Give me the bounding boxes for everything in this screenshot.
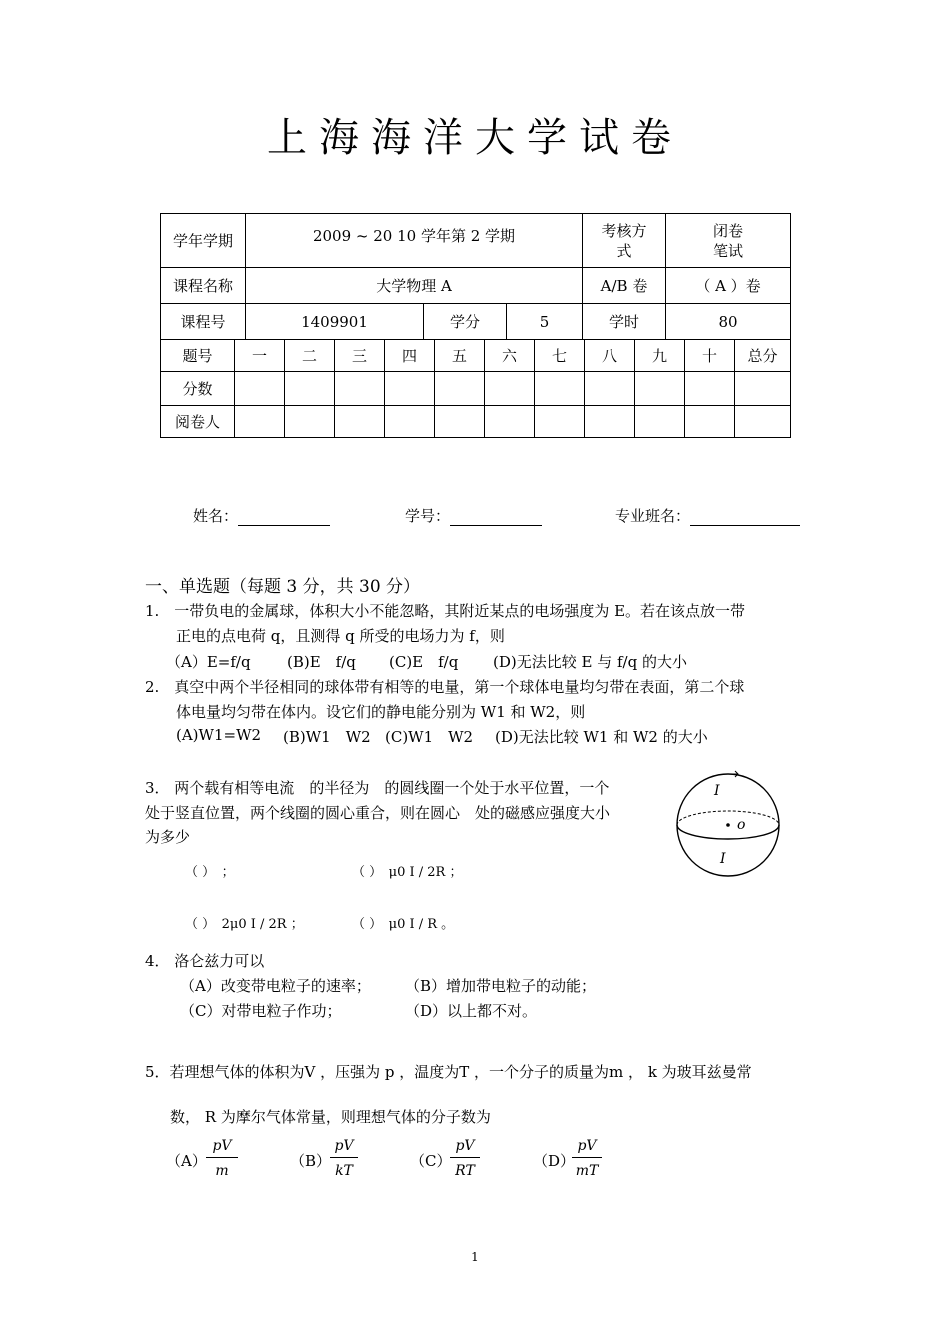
q4-line1: 4． 洛仑兹力可以 — [145, 952, 265, 970]
grader-cell — [334, 405, 385, 438]
score-cell — [584, 371, 635, 406]
q5-a-denominator: m — [215, 1163, 229, 1179]
q3-option-d: （ ） μ0 I / R 。 — [352, 917, 455, 932]
score-cell — [534, 371, 585, 406]
ab-paper-label: A/B 卷 — [582, 267, 666, 304]
q2-option-a: (A)W1=W2 — [176, 726, 262, 744]
grader-cell — [534, 405, 585, 438]
grader-cell — [434, 405, 485, 438]
q1-line2: 正电的点电荷 q，且测得 q 所受的电场力为 f，则 — [176, 627, 505, 645]
header-cell: 六 — [484, 339, 535, 372]
header-cell: 八 — [584, 339, 635, 372]
term-label: 学年学期 — [160, 213, 246, 268]
q1-option-a: （A）E=f/q — [166, 653, 251, 671]
sphere-loops-figure — [672, 770, 784, 880]
student-class-blank[interactable] — [690, 507, 800, 526]
q5-option-a-fraction — [206, 1138, 238, 1179]
fig-label-current-bottom: I — [720, 851, 726, 867]
q1-option-d: (D)无法比较 E 与 f/q 的大小 — [493, 653, 687, 671]
score-cell — [334, 371, 385, 406]
q1-option-c: (C)E f/q — [389, 653, 459, 671]
q3-line3: 为多少 — [145, 828, 191, 846]
score-cell — [384, 371, 435, 406]
q4-option-a: （A）改变带电粒子的速率； — [180, 977, 371, 995]
student-id-field[interactable] — [405, 505, 542, 526]
course-id-label: 课程号 — [160, 303, 246, 340]
grader-cell-total — [734, 405, 791, 438]
q1-line1: 1. 一带负电的金属球，体积大小不能忽略，其附近某点的电场强度为 E。若在该点放一带 — [145, 602, 746, 620]
exam-method-label: 考核方式 — [582, 213, 666, 268]
q5-c-numerator: pV — [450, 1138, 480, 1158]
q5-line2: 数， R 为摩尔气体常量，则理想气体的分子数为 — [170, 1108, 491, 1126]
student-class-label: 专业班名： — [615, 507, 691, 525]
q3-option-a: （ ） ； — [185, 865, 235, 880]
q5-option-b-fraction — [330, 1138, 358, 1179]
grader-cell — [284, 405, 335, 438]
q5-option-c-label: （C） — [410, 1152, 452, 1170]
score-cell — [634, 371, 685, 406]
header-cell: 三 — [334, 339, 385, 372]
ab-paper-value: （ A ）卷 — [665, 267, 791, 304]
header-cell: 二 — [284, 339, 335, 372]
q5-a-numerator: pV — [206, 1138, 238, 1158]
q5-c-denominator: RT — [455, 1163, 475, 1179]
q4-option-b: （B）增加带电粒子的动能； — [405, 977, 597, 995]
q4-option-c: （C）对带电粒子作功； — [180, 1002, 342, 1020]
q2-option-b: (B)W1 W2 — [283, 728, 371, 746]
q2-line1: 2. 真空中两个半径相同的球体带有相等的电量，第一个球体电量均匀带在表面，第二个球 — [145, 678, 745, 696]
q2-option-d: (D)无法比较 W1 和 W2 的大小 — [495, 728, 708, 746]
score-cell — [234, 371, 285, 406]
score-cell — [434, 371, 485, 406]
student-name-blank[interactable] — [238, 507, 330, 526]
current-arrow-icon — [732, 771, 738, 777]
center-point — [726, 823, 730, 827]
q5-option-d-fraction — [572, 1138, 602, 1179]
hours-value: 80 — [665, 303, 791, 340]
credit-value: 5 — [506, 303, 583, 340]
q5-option-d-label: （D） — [533, 1152, 576, 1170]
course-name-label: 课程名称 — [160, 267, 246, 304]
q5-option-c-fraction — [450, 1138, 480, 1179]
q5-option-a-label: （A） — [166, 1152, 207, 1170]
row-label-question: 题号 — [160, 339, 235, 372]
student-name-label: 姓名： — [193, 507, 239, 525]
q3-line1: 3． 两个载有相等电流 的半径为 的圆线圈一个处于水平位置，一个 — [145, 779, 610, 797]
header-cell: 九 — [634, 339, 685, 372]
exam-method-value: 闭卷 笔试 — [665, 213, 791, 268]
header-cell-total: 总分 — [734, 339, 791, 372]
student-class-field[interactable] — [615, 505, 800, 526]
credit-label: 学分 — [423, 303, 507, 340]
q1-option-b: (B)E f/q — [287, 653, 356, 671]
header-cell: 四 — [384, 339, 435, 372]
student-id-label: 学号： — [405, 507, 451, 525]
grader-cell — [234, 405, 285, 438]
q5-line1: 5．若理想气体的体积为V ，压强为 p ，温度为T ，一个分子的质量为m ， k 为玻耳兹曼常 — [145, 1063, 752, 1081]
student-id-blank[interactable] — [450, 507, 542, 526]
hours-label: 学时 — [582, 303, 666, 340]
page-number: 1 — [471, 1250, 479, 1264]
grader-cell — [634, 405, 685, 438]
term-value: 2009 ~ 20 10 学年第 2 学期 — [245, 213, 583, 268]
row-label-grader: 阅卷人 — [160, 405, 235, 438]
score-cell — [484, 371, 535, 406]
q3-line2: 处于竖直位置，两个线圈的圆心重合，则在圆心 处的磁感应强度大小 — [145, 804, 611, 822]
q4-option-d: （D）以上都不对。 — [405, 1002, 538, 1020]
q5-d-denominator: mT — [575, 1163, 599, 1179]
course-id-value: 1409901 — [245, 303, 424, 340]
q5-b-numerator: pV — [330, 1138, 358, 1158]
horizontal-loop-back — [677, 811, 779, 825]
grader-cell — [384, 405, 435, 438]
header-cell: 七 — [534, 339, 585, 372]
fig-label-current-top: I — [714, 783, 720, 799]
header-cell: 十 — [684, 339, 735, 372]
row-label-score: 分数 — [160, 371, 235, 406]
section-heading: 一、单选题（每题 3 分，共 30 分） — [145, 577, 421, 597]
q5-d-numerator: pV — [572, 1138, 602, 1158]
q2-line2: 体电量均匀带在体内。设它们的静电能分别为 W1 和 W2，则 — [176, 703, 586, 721]
header-cell: 五 — [434, 339, 485, 372]
fig-label-center: o — [737, 817, 746, 833]
score-cell — [284, 371, 335, 406]
q5-b-denominator: kT — [335, 1163, 353, 1179]
score-cell — [684, 371, 735, 406]
q3-option-c: （ ） 2μ0 I / 2R ； — [185, 917, 304, 932]
horizontal-loop-front — [677, 825, 779, 839]
score-cell-total — [734, 371, 791, 406]
q3-option-b: （ ） μ0 I / 2R ； — [352, 865, 463, 880]
header-cell: 一 — [234, 339, 285, 372]
course-name-value: 大学物理 A — [245, 267, 583, 304]
grader-cell — [484, 405, 535, 438]
q2-option-c: (C)W1 W2 — [385, 728, 474, 746]
student-name-field[interactable] — [193, 505, 330, 526]
q5-option-b-label: （B） — [290, 1152, 332, 1170]
grader-cell — [584, 405, 635, 438]
grader-cell — [684, 405, 735, 438]
exam-title: 上海海洋大学试卷 — [267, 115, 683, 161]
